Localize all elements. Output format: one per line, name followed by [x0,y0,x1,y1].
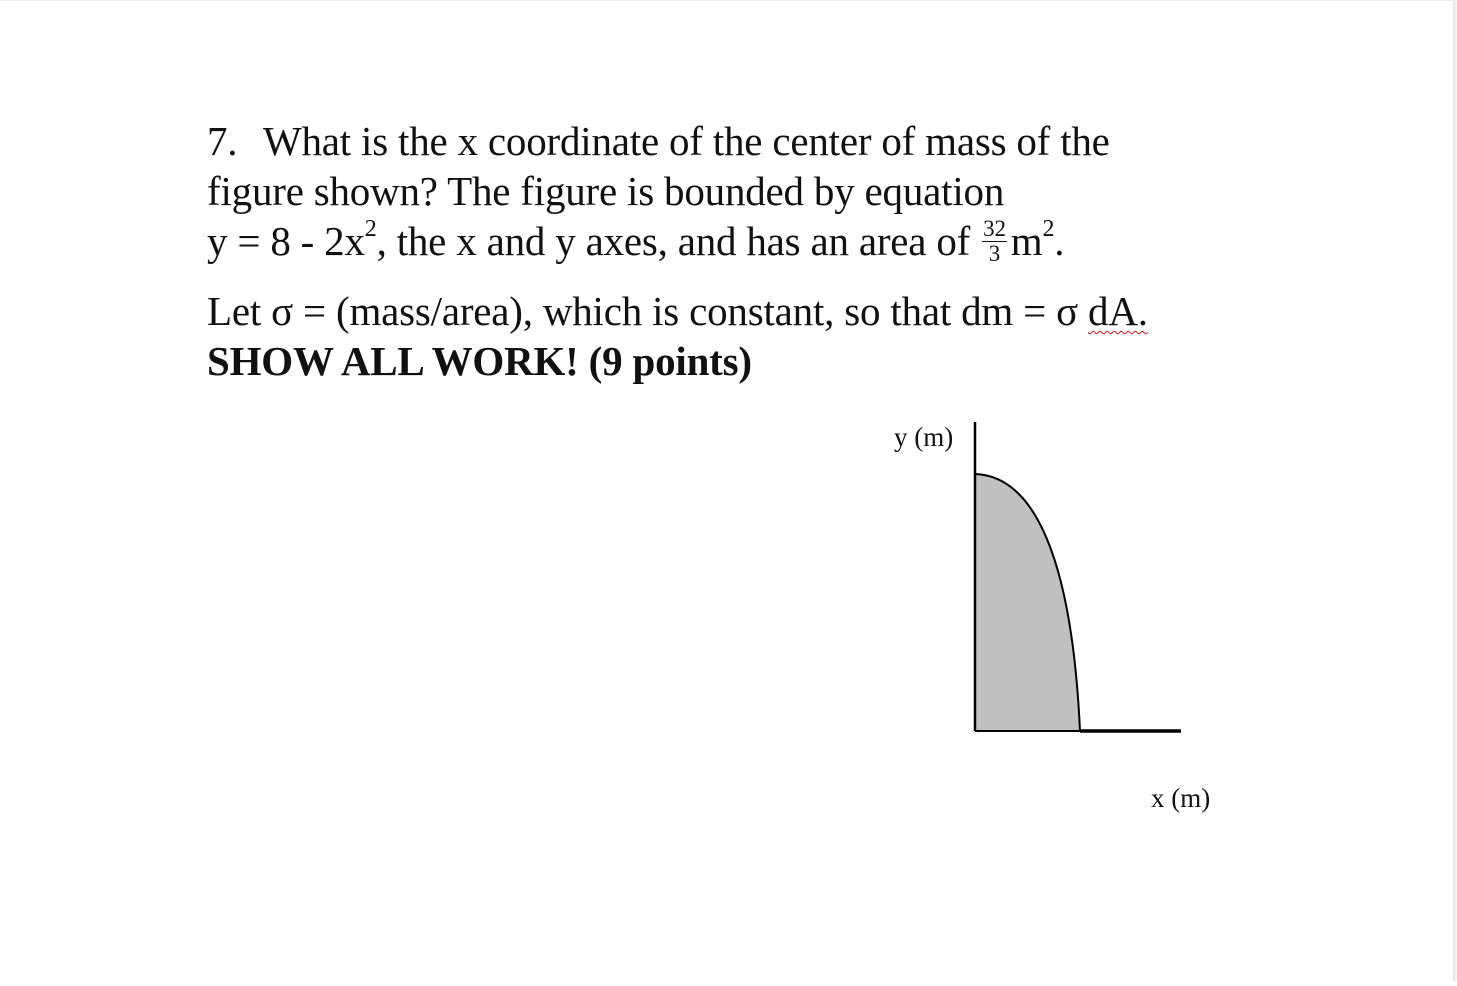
question-number: 7. [207,118,238,164]
question-line-4-text: Let σ = (mass/area), which is constant, so that dm = σ [207,288,1089,335]
equation-text: y = 8 - 2x [207,218,365,264]
equation-exponent: 2 [364,216,377,243]
x-axis-label: x (m) [1151,783,1211,813]
y-axis-label: y (m) [894,422,954,452]
question-line-3-text: , the x and y axes, and has an area of [376,218,971,264]
shaded-region [975,474,1080,731]
area-numerator: 32 [983,216,1006,242]
spellcheck-flagged-text: dA. [1088,288,1148,335]
line-3-period: . [1054,218,1065,264]
area-unit-exponent: 2 [1042,216,1055,243]
area-unit: m [1010,218,1043,264]
show-work-instruction: SHOW ALL WORK! (9 points) [207,338,752,385]
question-line-1-text: What is the x coordinate of the center of mass of the [263,118,1110,164]
question-line-2: figure shown? The figure is bounded by equation [207,168,1005,214]
area-denominator: 3 [988,241,1001,267]
